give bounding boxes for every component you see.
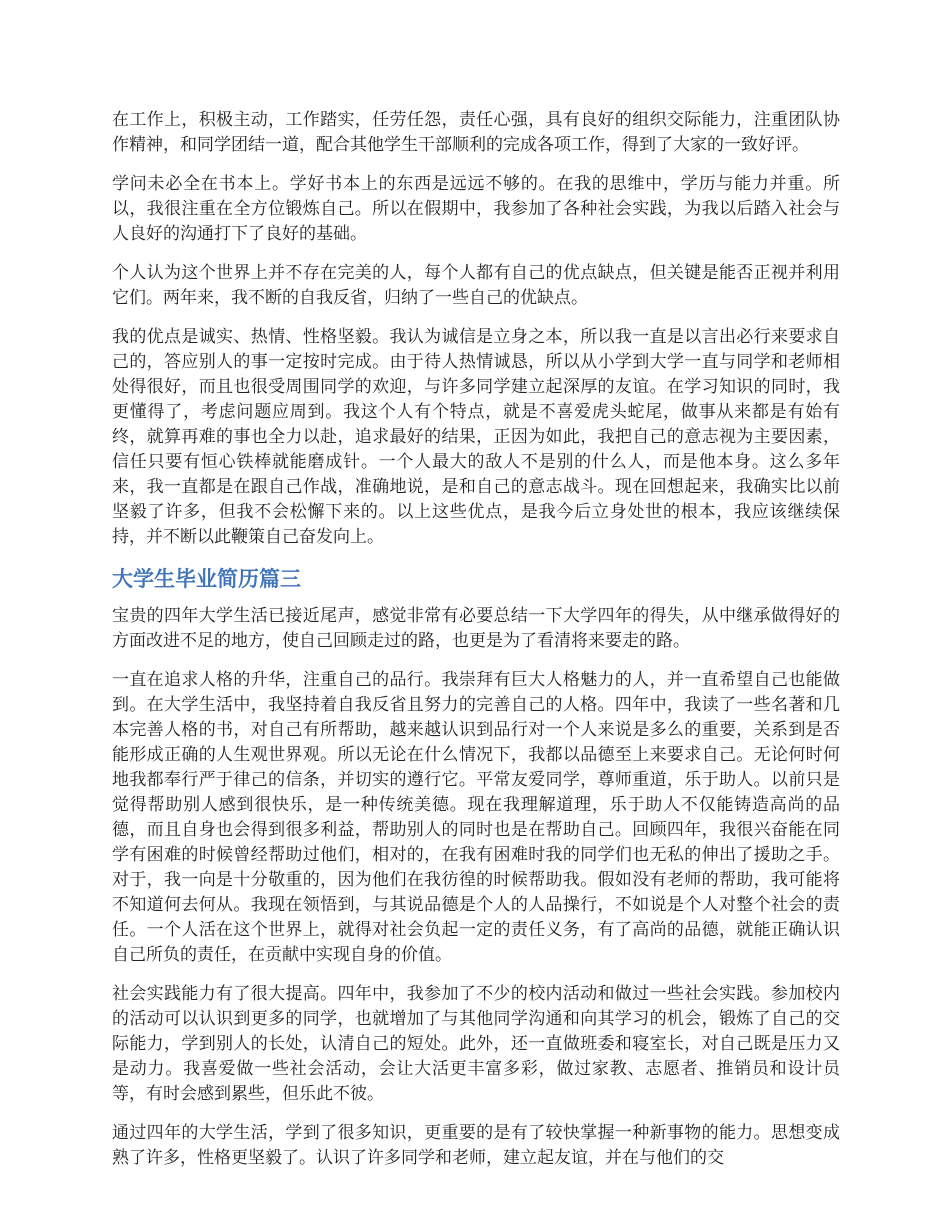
paragraph-strengths: 我的优点是诚实、热情、性格坚毅。我认为诚信是立身之本，所以我一直是以言出必行来要求自己的，答应别人的事一定按时完成。由于待人热情诚恳，所以从小学到大学一直与同学和老师相处得很好，而且也很受周围同学的欢迎，与许多同学建立起深厚的友谊。在学习知识的同时，我更懂得了，考虑问题应周到。我这个人有个特点，就是不喜爱虎头蛇尾，做事从来都是有始有终，就算再难的事也全力以赴，追求最好的结果，正因为如此，我把自己的意志视为主要因素，信任只要有恒心铁棒就能磨成针。一个人最大的敌人不是别的什么人，而是他本身。这么多年来，我一直都是在跟自己作战，准确地说，是和自己的意志战斗。现在回想起来，我确实比以前坚毅了许多，但我不会松懈下来的。以上这些优点，是我今后立身处世的根本，我应该继续保持，并不断以此鞭策自己奋发向上。 (112, 327, 840, 547)
paragraph-social-practice: 社会实践能力有了很大提高。四年中，我参加了不少的校内活动和做过一些社会实践。参加校内的活动可以认识到更多的同学，也就增加了与其他同学沟通和向其学习的机会，锻炼了自己的交际能力，学到别人的长处，认清自己的短处。此外，还一直做班委和寝室长，对自己既是压力又是动力。我喜爱做一些社会活动，会让大活更丰富多彩，做过家教、志愿者、推销员和设计员等，有时会感到累些，但乐此不彼。 (112, 984, 840, 1104)
document-page (112, 108, 840, 1185)
paragraph-intro: 宝贵的四年大学生活已接近尾声，感觉非常有必要总结一下大学四年的得失，从中继承做得好的方面改进不足的地方，使自己回顾走过的路，也更是为了看清将来要走的路。 (112, 606, 840, 651)
paragraph-self-reflection: 个人认为这个世界上并不存在完美的人，每个人都有自己的优点缺点，但关键是能否正视并利用它们。两年来，我不断的自我反省，归纳了一些自己的优缺点。 (112, 263, 840, 308)
paragraph-summary: 通过四年的大学生活，学到了很多知识，更重要的是有了较快掌握一种新事物的能力。思想变成熟了许多，性格更坚毅了。认识了许多同学和老师，建立起友谊，并在与他们的交 (112, 1123, 840, 1168)
paragraph-character: 一直在追求人格的升华，注重自己的品行。我崇拜有巨大人格魅力的人，并一直希望自己也能做到。在大学生活中，我坚持着自我反省且努力的完善自己的人格。四年中，我读了一些名著和几本完善人格的书，对自己有所帮助，越来越认识到品行对一个人来说是多么的重要，关系到是否能形成正确的人生观世界观。所以无论在什么情况下，我都以品德至上来要求自己。无论何时何地我都奉行严于律己的信条，并切实的遵行它。平常友爱同学，尊师重道，乐于助人。以前只是觉得帮助别人感到很快乐，是一种传统美德。现在我理解道理，乐于助人不仅能铸造高尚的品德，而且自身也会得到很多利益，帮助别人的同时也是在帮助自己。回顾四年，我很兴奋能在同学有困难的时候曾经帮助过他们，相对的，在我有困难时我的同学们也无私的伸出了援助之手。对于，我一向是十分敬重的，因为他们在我彷徨的时候帮助我。假如没有老师的帮助，我可能将不知道何去何从。我现在领悟到，与其说品德是个人的人品操行，不如说是个人对整个社会的责任。一个人活在这个世界上，就得对社会负起一定的责任义务，有了高尚的品德，就能正确认识自己所负的责任，在贡献中实现自身的价值。 (112, 670, 840, 965)
paragraph-work: 在工作上，积极主动，工作踏实，任劳任怨，责任心强，具有良好的组织交际能力，注重团队协作精神，和同学团结一道，配合其他学生干部顺利的完成各项工作，得到了大家的一致好评。 (112, 110, 840, 155)
paragraph-learning: 学问未必全在书本上。学好书本上的东西是远远不够的。在我的思维中，学历与能力并重。所以，我很注重在全方位锻炼自己。所以在假期中，我参加了各种社会实践，为我以后踏入社会与人良好的沟通打下了良好的基础。 (112, 174, 840, 244)
section-heading: 大学生毕业简历篇三 (112, 567, 301, 591)
